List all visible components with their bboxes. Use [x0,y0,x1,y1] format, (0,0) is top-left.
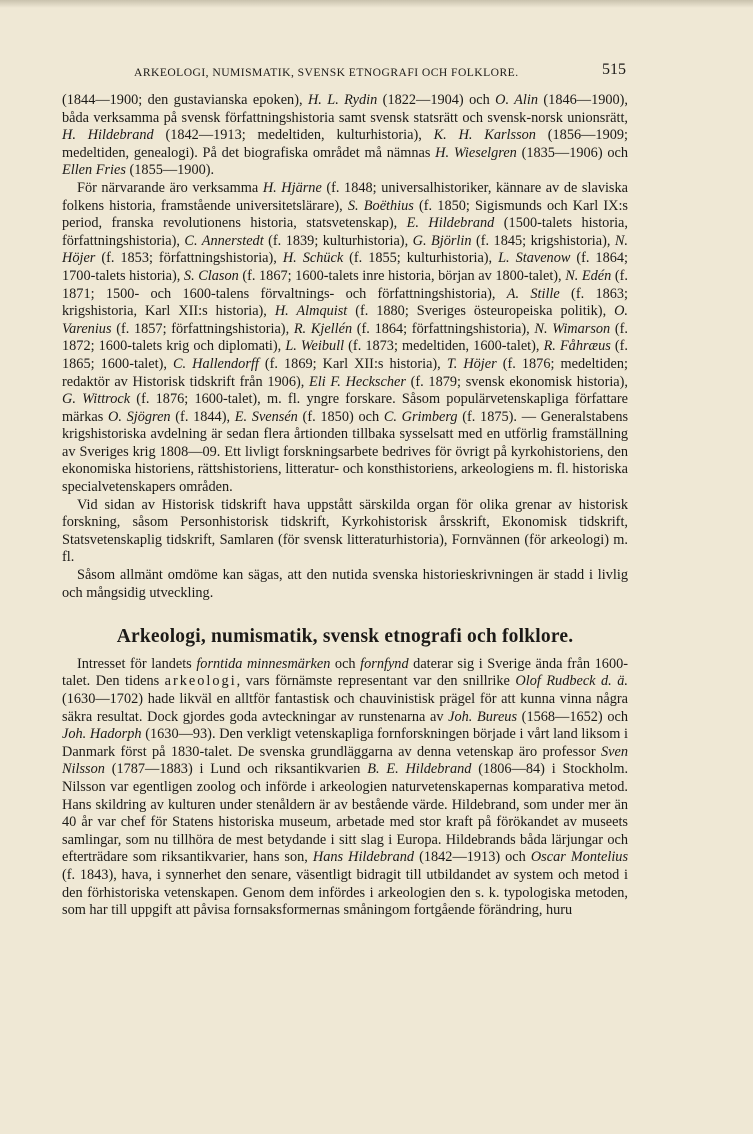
text-run: (1630—1702) hade likväl en alltför fantastisk och chauvinistisk prägel för att kunna vinna några säkra resultat. Dock gjordes goda avteckningar av runstenarna av [62,691,628,725]
paragraph [62,180,628,497]
text-run: arkeologi [164,673,237,690]
italic-name: G. Björlin [412,232,472,249]
italic-name: Hans Hildebrand [312,849,415,866]
paragraph [62,92,628,180]
italic-name: B. E. Hildebrand [367,761,472,778]
italic-name: E. Hildebrand [406,215,495,232]
text-run: (f. 1850) och [297,408,384,425]
text-run: (1787—1883) i Lund och riksantikvarien [104,761,368,778]
italic-name: O. Sjögren [108,408,171,425]
text-run: (f. 1869; Karl XII:s historia), [258,355,447,372]
italic-name: H. Hjärne [262,179,322,196]
italic-name: C. Annerstedt [184,232,264,249]
italic-name: H. Wieselgren [435,144,517,161]
italic-name: O. Varenius [62,303,628,337]
running-head-title: ARKEOLOGI, NUMISMATIK, SVENSK ETNOGRAFI OCH FOLKLORE. [134,66,519,79]
italic-name: S. Clason [183,267,239,284]
text-run: daterar sig i Sverige ända från 1600-talet. Den tidens [62,655,628,690]
text-run: (f. 1843), hava, i synnerhet den senare, väsentligt bidragit till utbildandet av system och metod i den förhistoriska vetenskapen. Genom dem infördes i arkeologien den s. k. typologiska metoden, som har till uppgift att påvisa fornsaksformernas småningom fortgående förändring, huru [62,866,628,919]
text-run: Intresset för landets [77,655,197,672]
text-run: (1855—1900). [125,162,215,179]
italic-name: H. L. Rydin [307,92,378,108]
text-run: (f. 1876; 1600-talet), m. fl. yngre forskare. Såsom populärvetenskapliga författare märkas [62,391,628,425]
italic-name: N. Höjer [62,232,629,267]
text-run: (f. 1855; kulturhistoria), [343,250,499,267]
text-run: (f. 1875). — Generalstabens krigshistoriska avdelning är sedan flera årtionden tillbaka sysselsatt med en utförlig framställning av Sveriges krig 1808—09. Ett livligt forskningsarbete bedrives för övrigt på kyrkohistoriens, den ekonomiska historiens, rättshistoriens, litteratur- och konsthistoriens, arkeologiens m. fl. historiska specialvetenskapers områden. [62,408,629,496]
italic-name: O. Alin [495,92,539,108]
text-run: För närvarande äro verksamma [77,179,263,196]
italic-name: Joh. Hadorph [62,726,142,743]
text-run: (1856—1909; medeltiden, genealogi). På det biografiska området må nämnas [62,127,628,161]
text-run: (f. 1857; författningshistoria), [111,320,294,337]
text-run: (f. 1865; 1600-talet), [62,338,628,372]
italic-name: Eli F. Heckscher [309,373,406,390]
text-run: (1822—1904) och [377,92,496,108]
text-run: , vars förnämste representant var den snillrike [236,673,516,690]
text-run: (1568—1652) och [517,708,628,725]
italic-name: K. H. Karlsson [433,127,536,144]
italic-name: H. Almquist [274,303,348,320]
italic-name: C. Hallendorff [172,355,259,372]
text-run: Såsom allmänt omdöme kan sägas, att den nutida svenska historieskrivningen är stadd i livlig och mångsidig utveckling. [62,567,628,601]
italic-name: A. Stille [506,285,560,302]
text-run: (f. 1839; kulturhistoria), [263,232,413,249]
text-run: (f. 1871; 1500- och 1600-talens förvaltnings- och författningshistoria), [62,267,628,302]
text-run: (f. 1844), [170,408,235,425]
paragraph [62,497,628,567]
italic-name: L. Stavenow [498,250,571,267]
text-run: (f. 1845; krigshistoria), [471,232,615,249]
text-run: (f. 1880; Sveriges östeuropeiska politik), [347,303,615,320]
text-run: (1835—1906) och [516,144,628,161]
italic-name: H. Hildebrand [62,127,154,144]
italic-name: H. Schück [282,250,344,267]
italic-name: fornfynd [360,655,409,672]
italic-name: R. Fåhræus [543,338,611,355]
italic-name: Oscar Montelius [530,849,629,866]
text-run: (1842—1913; medeltiden, kulturhistoria), [153,127,434,144]
italic-name: T. Höjer [446,355,497,372]
text-run: (f. 1848; universalhistoriker, kännare av de slaviska folkens historia, framstående universitetslärare), [62,179,628,214]
text-run: (f. 1864; författningshistoria), [352,320,535,337]
text-run: (1500-talets historia, författningshistoria), [62,215,628,249]
text-run: (f. 1876; medeltiden; redaktör av Historisk tidskrift från 1906), [62,355,628,390]
italic-name: N. Wimarson [534,320,611,337]
text-run: (f. 1864; 1700-talets historia), [62,250,628,284]
text-run: (f. 1853; författningshistoria), [95,250,283,267]
italic-name: G. Wittrock [62,391,131,408]
text-run: Vid sidan av Historisk tidskrift hava uppstått särskilda organ för olika grenar av historisk forskning, såsom Personhistorisk tidskrift, Kyrkohistorisk årsskrift, Ekonomisk tidskrift, Statsvetenskaplig tidskrift, Samlaren (för svensk litteraturhistoria), Fornvännen (för arkeologi) m. fl. [62,496,628,566]
text-run: (1842—1913) och [414,849,531,866]
italic-name: S. Boëthius [347,197,414,214]
page-edge [0,0,753,8]
italic-name: Olof Rudbeck d. ä. [515,673,628,690]
text-run: (1846—1900), båda verksamma på svensk författningshistoria samt svensk statsrätt och svensk-norsk unionsrätt, [62,92,628,126]
paragraph [62,567,628,602]
text-run: (1844—1900; den gustavianska epoken), [62,92,308,108]
archaeology-section-text [62,656,628,920]
italic-name: Sven Nilsson [62,743,628,778]
italic-name: N. Edén [565,267,612,284]
paragraph [62,656,628,920]
section-heading: Arkeologi, numismatik, svensk etnografi och folklore. [116,626,574,648]
italic-name: Joh. Bureus [448,708,518,725]
italic-name: C. Grimberg [383,408,458,425]
page-number: 515 [602,61,626,78]
italic-name: R. Kjellén [293,320,353,337]
text-run: (f. 1879; svensk ekonomisk historia), [405,373,628,390]
text-run: (f. 1867; 1600-talets inre historia, början av 1800-talet), [238,267,566,284]
history-section-text [62,92,628,602]
text-run: och [330,655,361,672]
italic-name: E. Svensén [234,408,298,425]
text-run: (1630—93). Den verkligt vetenskapliga fornforskningen började i vårt land liksom i Danmark först på 1830-talet. De svenska grundläggarna av denna vetenskap äro professor [62,726,629,760]
italic-name: forntida minnesmärken [196,655,331,672]
text-run: (1806—84) i Stockholm. Nilsson var egentligen zoolog och införde i arkeologien naturvetenskapernas komparativa metod. Hans skildring av kulturen under stenåldern är av bestående värde. Hildebrand, som under mer än 40 år var chef för Statens historiska museum, arbetade med stor kraft på förökandet av museets samlingar, som nu tillhöra de mest betydande i sitt slag i Europa. Hildebrands båda lärjungar och efterträdare som riksantikvarier, hans son, [62,761,629,866]
text-run: (f. 1863; krigshistoria, Karl XII:s historia), [62,285,629,320]
text-run: (f. 1872; 1600-talets krig och diplomati), [62,320,628,355]
running-head [120,61,632,80]
text-run: (f. 1873; medeltiden, 1600-talet), [344,338,544,355]
body-text [62,92,628,920]
italic-name: Ellen Fries [62,162,126,179]
text-run: (f. 1850; Sigismunds och Karl IX:s period, franska revolutionens historia, statsvetenskap), [62,197,628,232]
italic-name: L. Weibull [285,338,345,355]
